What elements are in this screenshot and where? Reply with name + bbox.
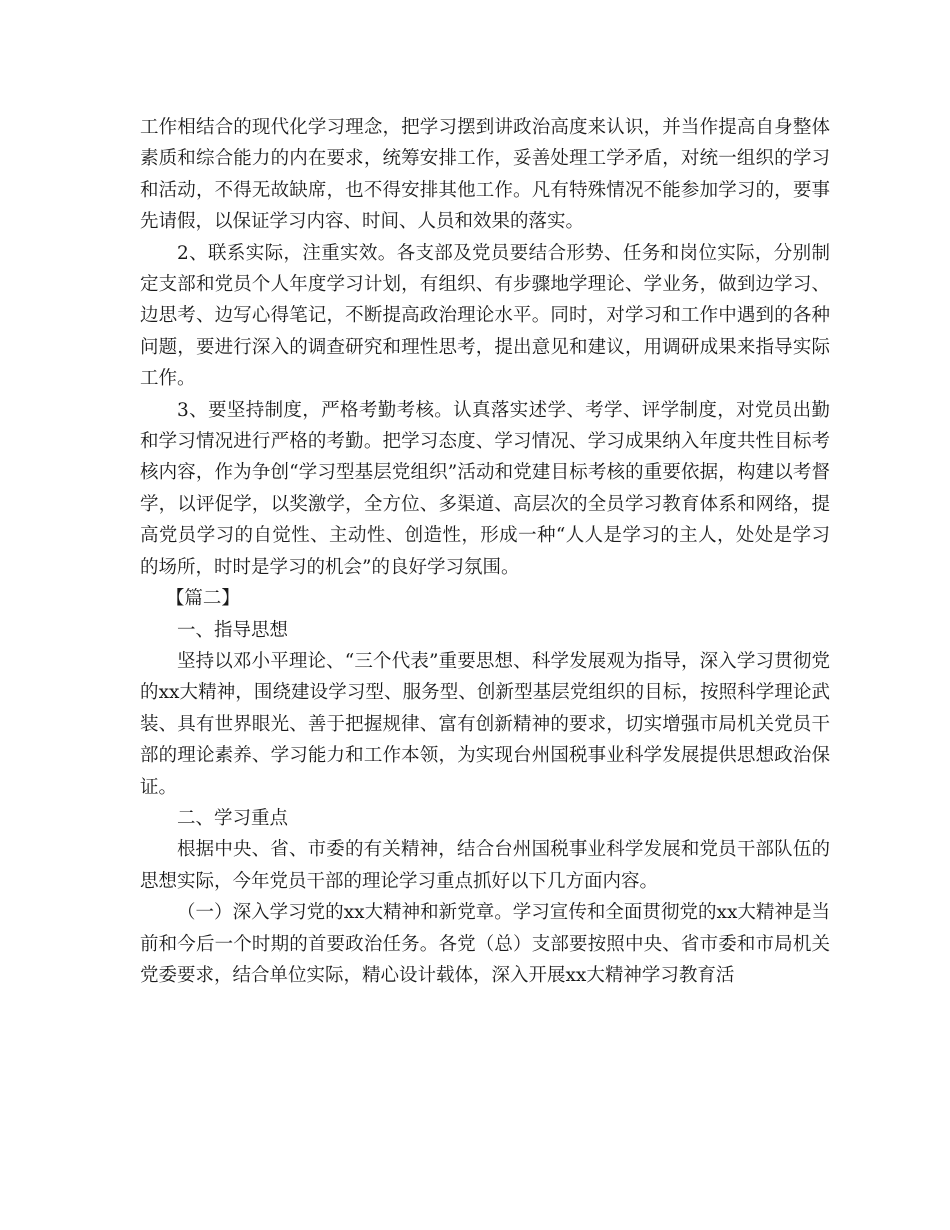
paragraph-system: 3、要坚持制度，严格考勤考核。认真落实述学、考学、评学制度，对党员出勤和学习情况进行严格的考勤。把学习态度、学习情况、学习成果纳入年度共性目标考核内容，作为争创“学习型基层党组织”活动和党建目标考核的重要依据，构建以考督学，以评促学，以奖激学，全方位、多渠道、高层次的全员学习教育体系和网络，提高党员学习的自觉性、主动性、创造性，形成一种“人人是学习的主人，处处是学习的场所，时时是学习的机会”的良好学习氛围。: [140, 399, 830, 578]
paragraph-practice: 2、联系实际，注重实效。各支部及党员要结合形势、任务和岗位实际，分别制定支部和党员个人年度学习计划，有组织、有步骤地学理论、学业务，做到边学习、边思考、边写心得笔记，不断提高政治理论水平。同时，对学习和工作中遇到的各种问题，要进行深入的调查研究和理性思考，提出意见和建议，用调研成果来指导实际工作。: [140, 242, 830, 390]
heading-study-focus: 二、学习重点: [177, 807, 289, 829]
paragraph-study-focus: 根据中央、省、市委的有关精神，结合台州国税事业科学发展和党员干部队伍的思想实际，今年党员干部的理论学习重点抓好以下几方面内容。: [140, 839, 830, 892]
section-heading-part-two: 【篇二】: [165, 588, 240, 610]
paragraph-guiding-ideology: 坚持以邓小平理论、“三个代表”重要思想、科学发展观为指导，深入学习贯彻党的xx大精神，围绕建设学习型、服务型、创新型基层党组织的目标，按照科学理论武装、具有世界眼光、善于把握规律、富有创新精神的要求，切实增强市局机关党员干部的理论素养、学习能力和工作本领，为实现台州国税事业科学发展提供思想政治保证。: [140, 650, 830, 798]
document-page: [140, 112, 830, 991]
heading-guiding-ideology: 一、指导思想: [177, 619, 289, 641]
paragraph-party-congress: （一）深入学习党的xx大精神和新党章。学习宣传和全面贯彻党的xx大精神是当前和今后一个时期的首要政治任务。各党（总）支部要按照中央、省市委和市局机关党委要求，结合单位实际，精心设计载体，深入开展xx大精神学习教育活: [140, 902, 830, 986]
paragraph-study-concept: 工作相结合的现代化学习理念，把学习摆到讲政治高度来认识，并当作提高自身整体素质和综合能力的内在要求，统筹安排工作，妥善处理工学矛盾，对统一组织的学习和活动，不得无故缺席，也不得安排其他工作。凡有特殊情况不能参加学习的，要事先请假，以保证学习内容、时间、人员和效果的落实。: [140, 117, 830, 233]
